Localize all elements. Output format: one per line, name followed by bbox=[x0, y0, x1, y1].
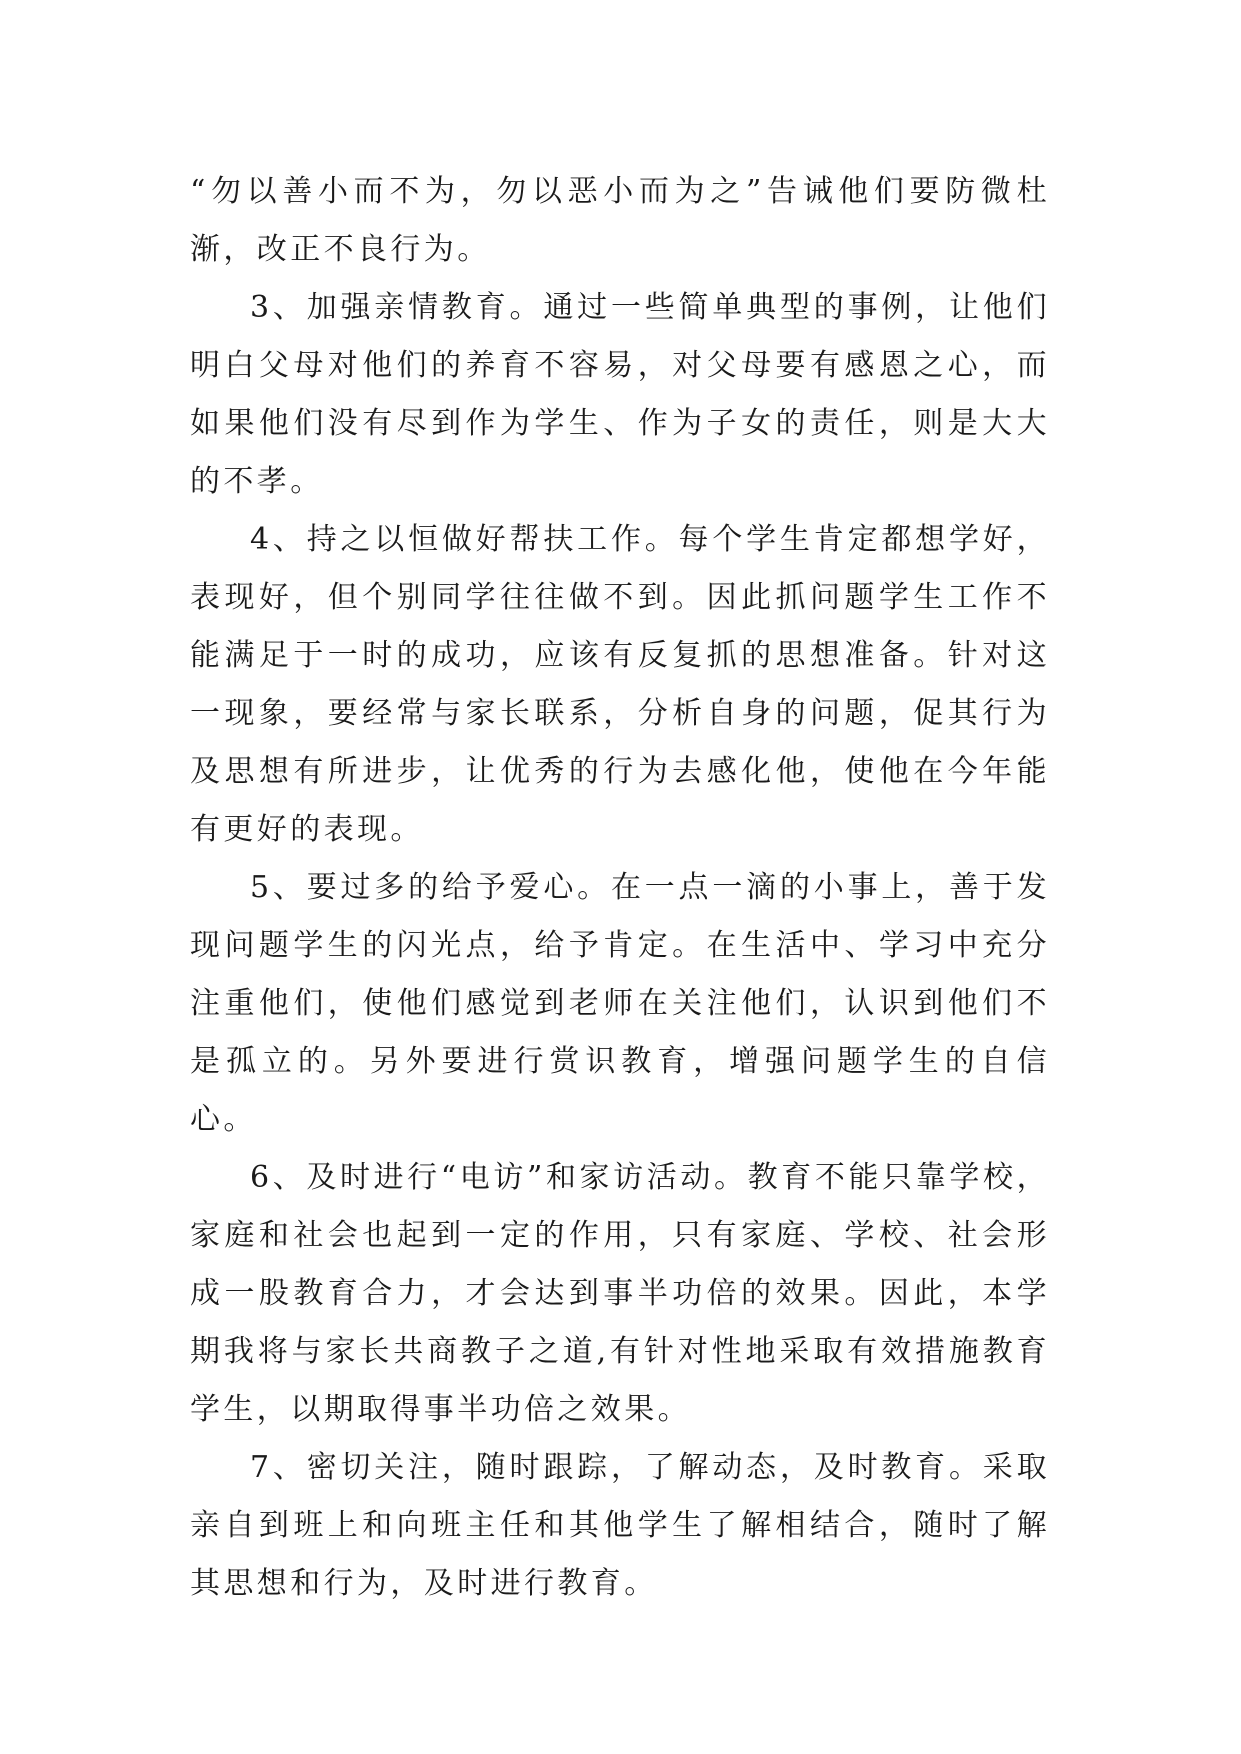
paragraph-item-6: 6、及时进行“电访”和家访活动。教育不能只靠学校，家庭和社会也起到一定的作用，只有家庭、学校、社会形成一股教育合力，才会达到事半功倍的效果。因此，本学期我将与家长共商教子之道,有针对性地采取有效措施教育学生，以期取得事半功倍之效果。 bbox=[190, 1160, 1050, 1427]
paragraph-item-3: 3、加强亲情教育。通过一些简单典型的事例，让他们明白父母对他们的养育不容易，对父母要有感恩之心，而如果他们没有尽到作为学生、作为子女的责任，则是大大的不孝。 bbox=[190, 290, 1050, 499]
paragraph-item-4: 4、持之以恒做好帮扶工作。每个学生肯定都想学好，表现好，但个别同学往往做不到。因此抓问题学生工作不能满足于一时的成功，应该有反复抓的思想准备。针对这一现象，要经常与家长联系，分析自身的问题，促其行为及思想有所进步，让优秀的行为去感化他，使他在今年能有更好的表现。 bbox=[190, 522, 1050, 847]
paragraph-continuation: “勿以善小而不为，勿以恶小而为之”告诫他们要防微杜渐，改正不良行为。 bbox=[190, 174, 1050, 267]
document-body bbox=[190, 163, 1050, 1613]
paragraph-item-5: 5、要过多的给予爱心。在一点一滴的小事上，善于发现问题学生的闪光点，给予肯定。在生活中、学习中充分注重他们，使他们感觉到老师在关注他们，认识到他们不是孤立的。另外要进行赏识教育，增强问题学生的自信心。 bbox=[190, 870, 1050, 1137]
paragraph-item-7: 7、密切关注，随时跟踪，了解动态，及时教育。采取亲自到班上和向班主任和其他学生了解相结合，随时了解其思想和行为，及时进行教育。 bbox=[190, 1450, 1050, 1601]
